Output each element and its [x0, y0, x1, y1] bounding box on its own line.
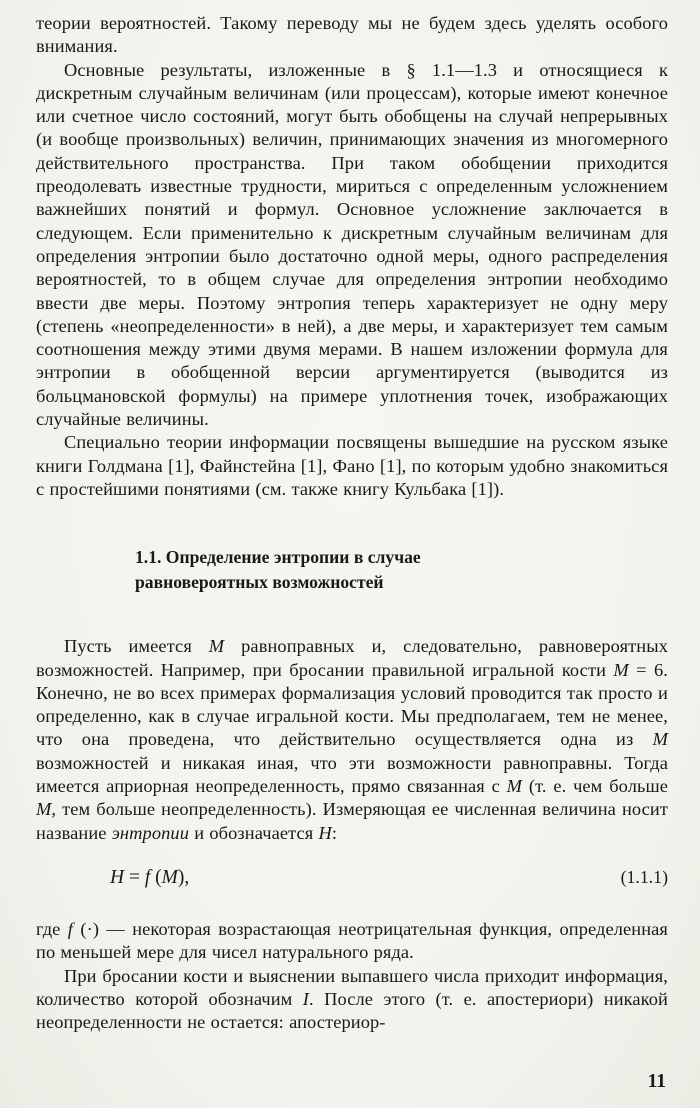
- paragraph-continuation: теории вероятностей. Такому переводу мы не будем здесь уделять особого внимания.: [36, 13, 668, 57]
- section-heading-line2: равновероятных возможностей: [135, 572, 384, 593]
- formula-expression: H = f (M),: [110, 866, 190, 888]
- page-number: 11: [647, 1071, 666, 1092]
- paragraph-information: При бросании кости и выяснении выпавшего числа приходит информация, количество которой обозначим I. После этого (т. е. апостериори) никакой неопределенности не остается: апостериор-: [36, 965, 668, 1033]
- paragraph-function-note: где f (·) — некоторая возрастающая неотрицательная функция, определенная по меньшей мере для чисел натурального ряда.: [36, 918, 668, 963]
- paragraph-generalization: Основные результаты, изложенные в § 1.1—1.3 и относящиеся к дискретным случайным величинам (или процессам), которые имеют конечное или счетное число состояний, могут быть обобщены на случай непрерывных (и вообще произвольных) величин, принимающих значения из многомерного действительного пространства. При таком обобщении приходится преодолевать известные трудности, мириться с определенным усложнением важнейших понятий и формул. Основное усложнение заключается в следующем. Если применительно к дискретным случайным величинам для определения энтропии было достаточно одной меры, одного распределения вероятностей, то в общем случае для определения энтропии необходимо ввести две меры. Поэтому энтропия теперь характеризует не одну меру (степень «неопределенности» в ней), а две меры, и характеризует тем самым соотношения между этими двумя мерами. В нашем изложении формула для энтропии в обобщенной версии аргументируется (выводится из больцмановской формулы) на примере уплотнения точек, изображающих случайные величины.: [36, 59, 668, 430]
- text-column: [36, 12, 668, 1034]
- equation-number: (1.1.1): [620, 866, 668, 887]
- formula-block: [36, 865, 668, 890]
- section-heading: [135, 545, 668, 595]
- section-heading-line1: 1.1. Определение энтропии в случае: [135, 547, 421, 568]
- paragraph-equiprobable: Пусть имеется M равноправных и, следовательно, равновероятных возможностей. Например, при бросании правильной игральной кости M = 6. Конечно, не во всех примерах формализация условий проводится так просто и определенно, как в случае игральной кости. Мы предполагаем, тем не менее, что она проведена, что действительно осуществляется одна из M возможностей и никакая иная, что эти возможности равноправны. Тогда имеется априорная неопределенность, прямо связанная с M (т. е. чем больше M, тем больше неопределенность). Измеряющая ее численная величина носит название энтропии и обозначается H:: [36, 636, 669, 843]
- paragraph-references: Специально теории информации посвящены вышедшие на русском языке книги Голдмана [1], Файнстейна [1], Фано [1], по которым удобно знакомиться с простейшими понятиями (см. также книгу Кульбака [1]).: [36, 432, 668, 499]
